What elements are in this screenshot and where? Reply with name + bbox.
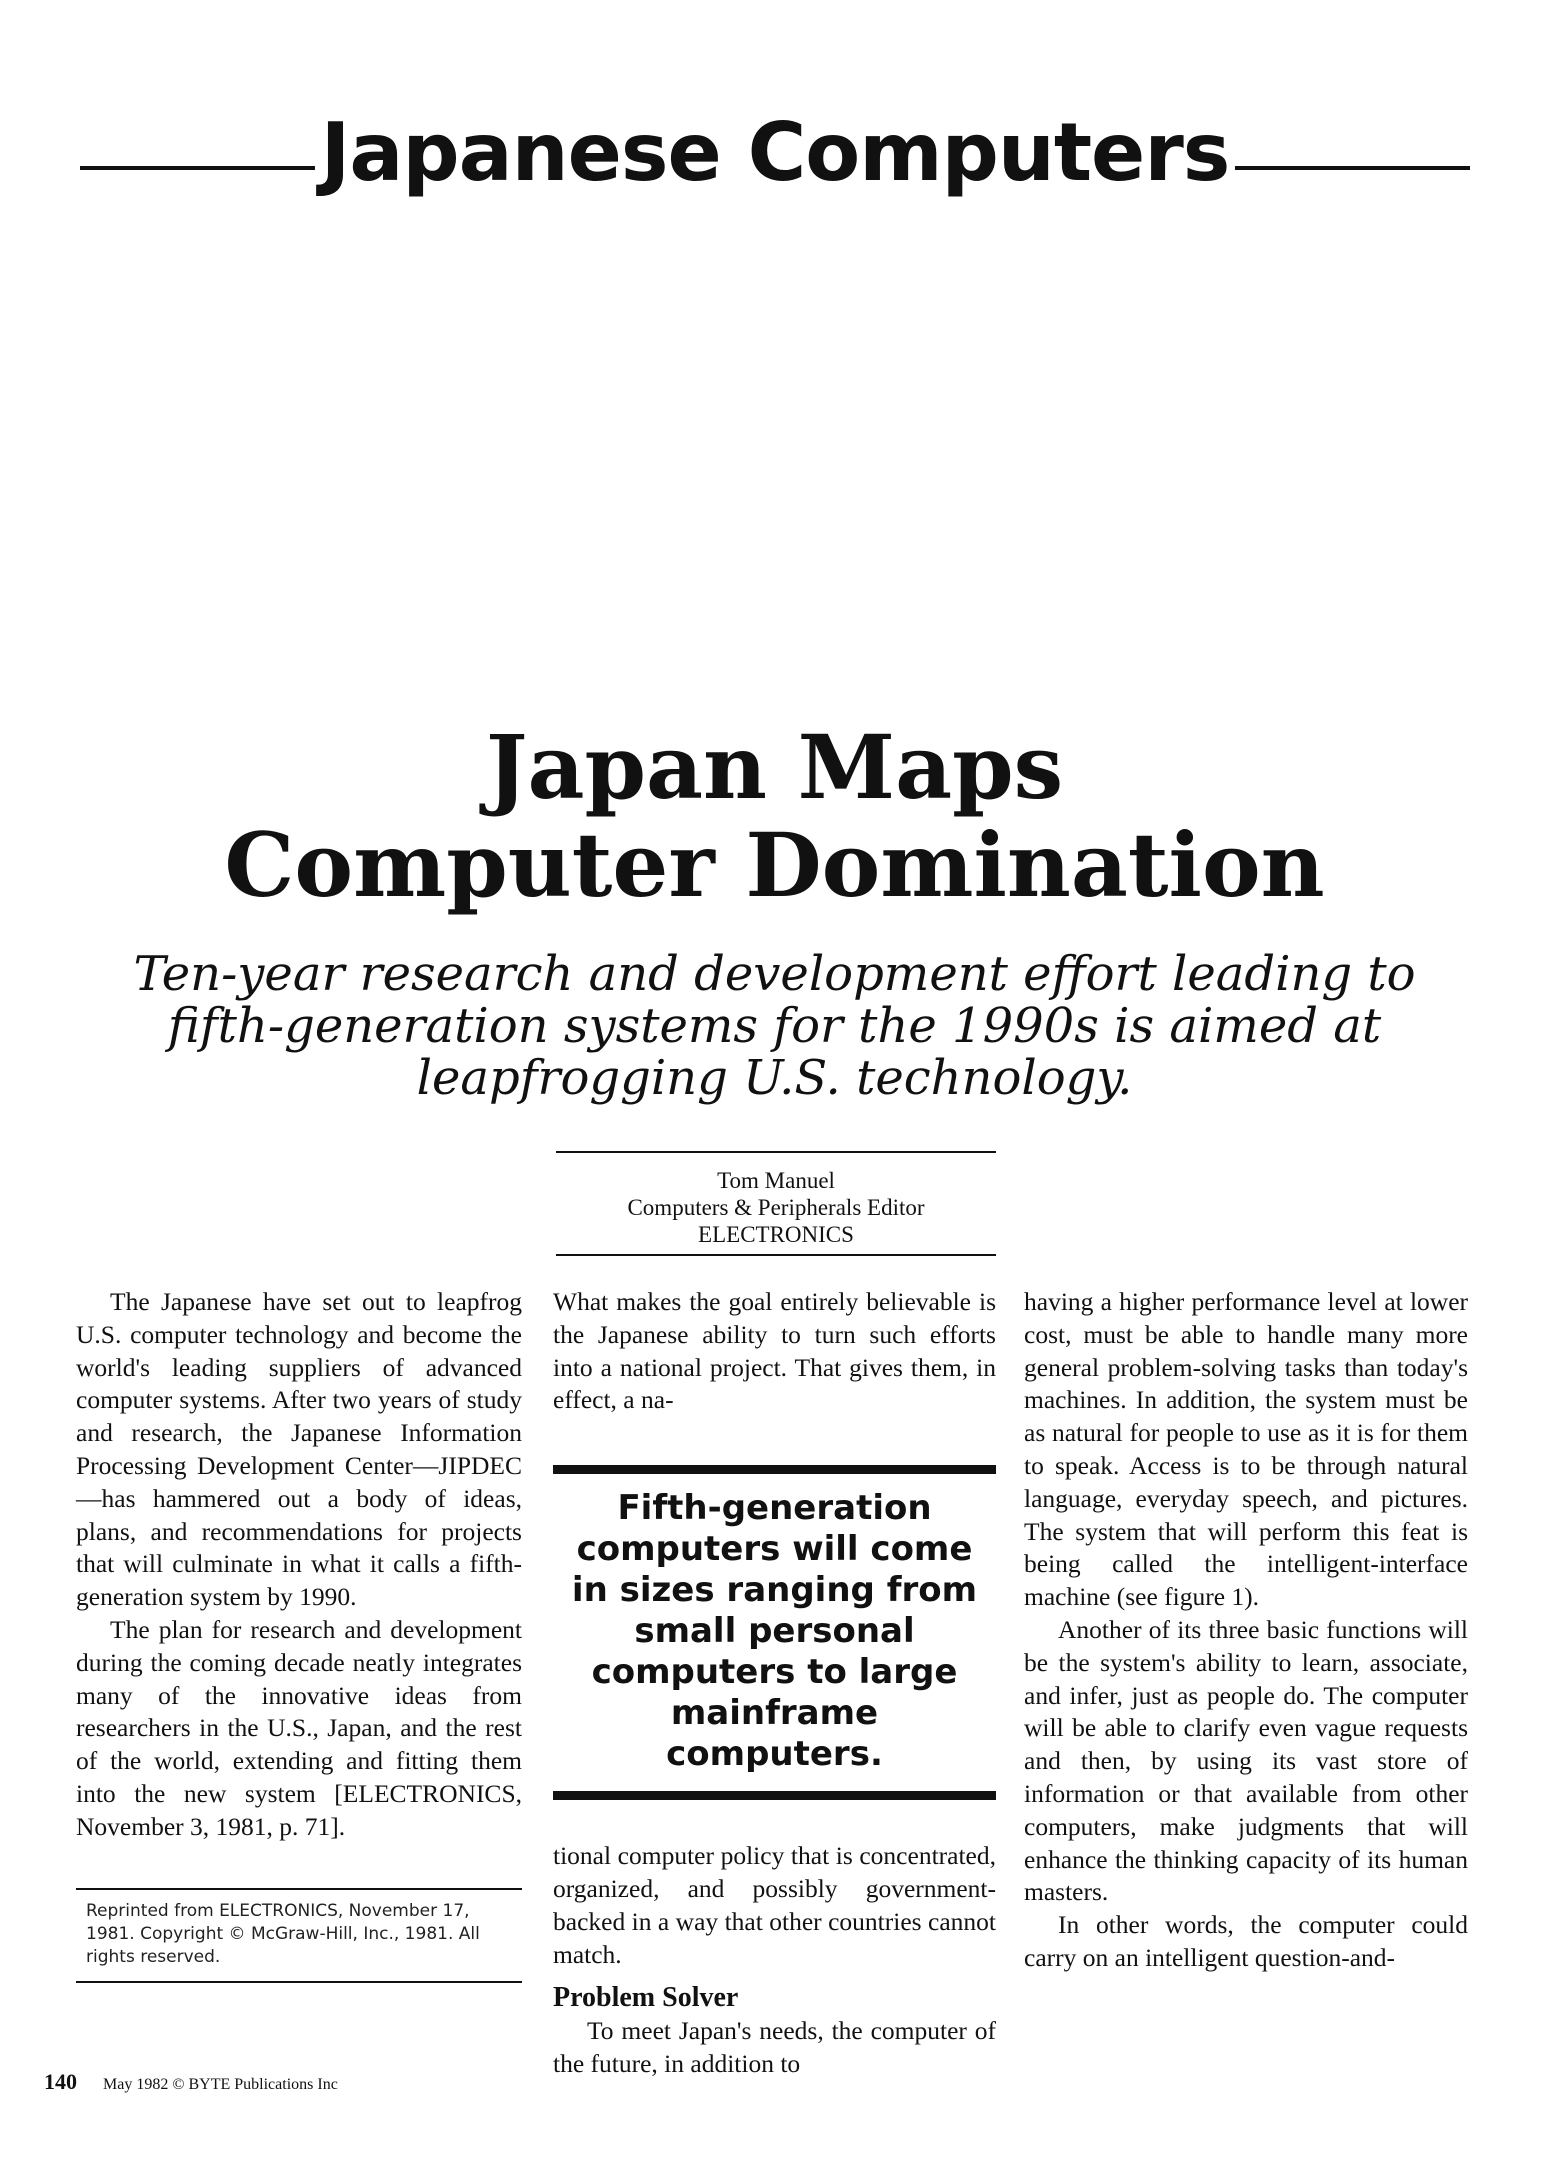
column-2-paragraph-1: What makes the goal entirely believable is the Japanese ability to turn such efforts into a national project. That gives them, in effect, a na- <box>553 1287 996 1415</box>
headline-line-2: Computer Domination <box>224 813 1325 917</box>
page-number: 140 <box>44 2069 77 2094</box>
section-title: Japanese Computers <box>320 106 1230 199</box>
column-2-paragraph-2: tional computer policy that is concentrated, organized, and possibly government-backed in a way that other countries cannot match. <box>553 1841 996 1969</box>
pull-quote: Fifth-generation computers will come in sizes ranging from small personal computers to large mainframe computers. <box>553 1465 996 1800</box>
header-rule-right <box>1235 166 1470 170</box>
column-2-paragraph-3: To meet Japan's needs, the computer of the future, in addition to <box>553 2016 996 2079</box>
byline-author: Tom Manuel <box>717 1168 835 1193</box>
column-2 <box>553 1286 996 2081</box>
byline-publication: ELECTRONICS <box>698 1222 854 1247</box>
column-3-paragraph-3: In other words, the computer could carry on an intelligent question-and- <box>1024 1910 1468 1972</box>
section-header <box>80 108 1470 198</box>
column-1 <box>76 1286 522 1983</box>
byline-role: Computers & Peripherals Editor <box>627 1195 925 1220</box>
headline-line-1: Japan Maps <box>485 715 1064 819</box>
column-1-paragraph-1: The Japanese have set out to leapfrog U.S. computer technology and become the world's leading suppliers of advanced computer systems. After two years of study and research, the Japanese Information Processing Development Center—JIPDEC—has hammered out a body of ideas, plans, and recommendations for projects that will culminate in what it calls a fifth-generation system by 1990. <box>76 1287 522 1612</box>
byline <box>556 1151 996 1256</box>
column-3-paragraph-2: Another of its three basic functions will be the system's ability to learn, associate, and infer, just as people do. The computer will be able to clarify even vague requests and then, by using its vast store of information or that available from other computers, make judgments that will enhance the thinking capacity of its human masters. <box>1024 1614 1468 1907</box>
header-rule-left <box>80 166 315 170</box>
column-3-paragraph-1: having a higher performance level at lower cost, must be able to handle many more general problem-solving tasks than today's machines. In addition, the system must be as natural for people to use as it is for them to speak. Access is to be through natural language, everyday speech, and pictures. The system that will perform this feat is being called the intelligent-interface machine (see figure 1). <box>1024 1287 1468 1612</box>
column-3 <box>1024 1286 1468 1975</box>
column-1-paragraph-2: The plan for research and development during the coming decade neatly integrates many of the innovative ideas from researchers in the U.S., Japan, and the rest of the world, extending and fitting them into the new system [ELECTRONICS, November 3, 1981, p. 71]. <box>76 1614 522 1841</box>
article-deck: Ten-year research and development effort leading to fifth-generation systems for the 1990s is aimed at leapfrogging U.S. technology. <box>133 946 1416 1106</box>
page-footer <box>44 2069 338 2095</box>
footer-credit: May 1982 © BYTE Publications Inc <box>103 2076 338 2093</box>
article-headline <box>0 715 1549 917</box>
subhead-problem-solver: Problem Solver <box>553 1982 739 2014</box>
reprint-note: Reprinted from ELECTRONICS, November 17, 1981. Copyright © McGraw-Hill, Inc., 1981. All rights reserved. <box>76 1888 522 1983</box>
